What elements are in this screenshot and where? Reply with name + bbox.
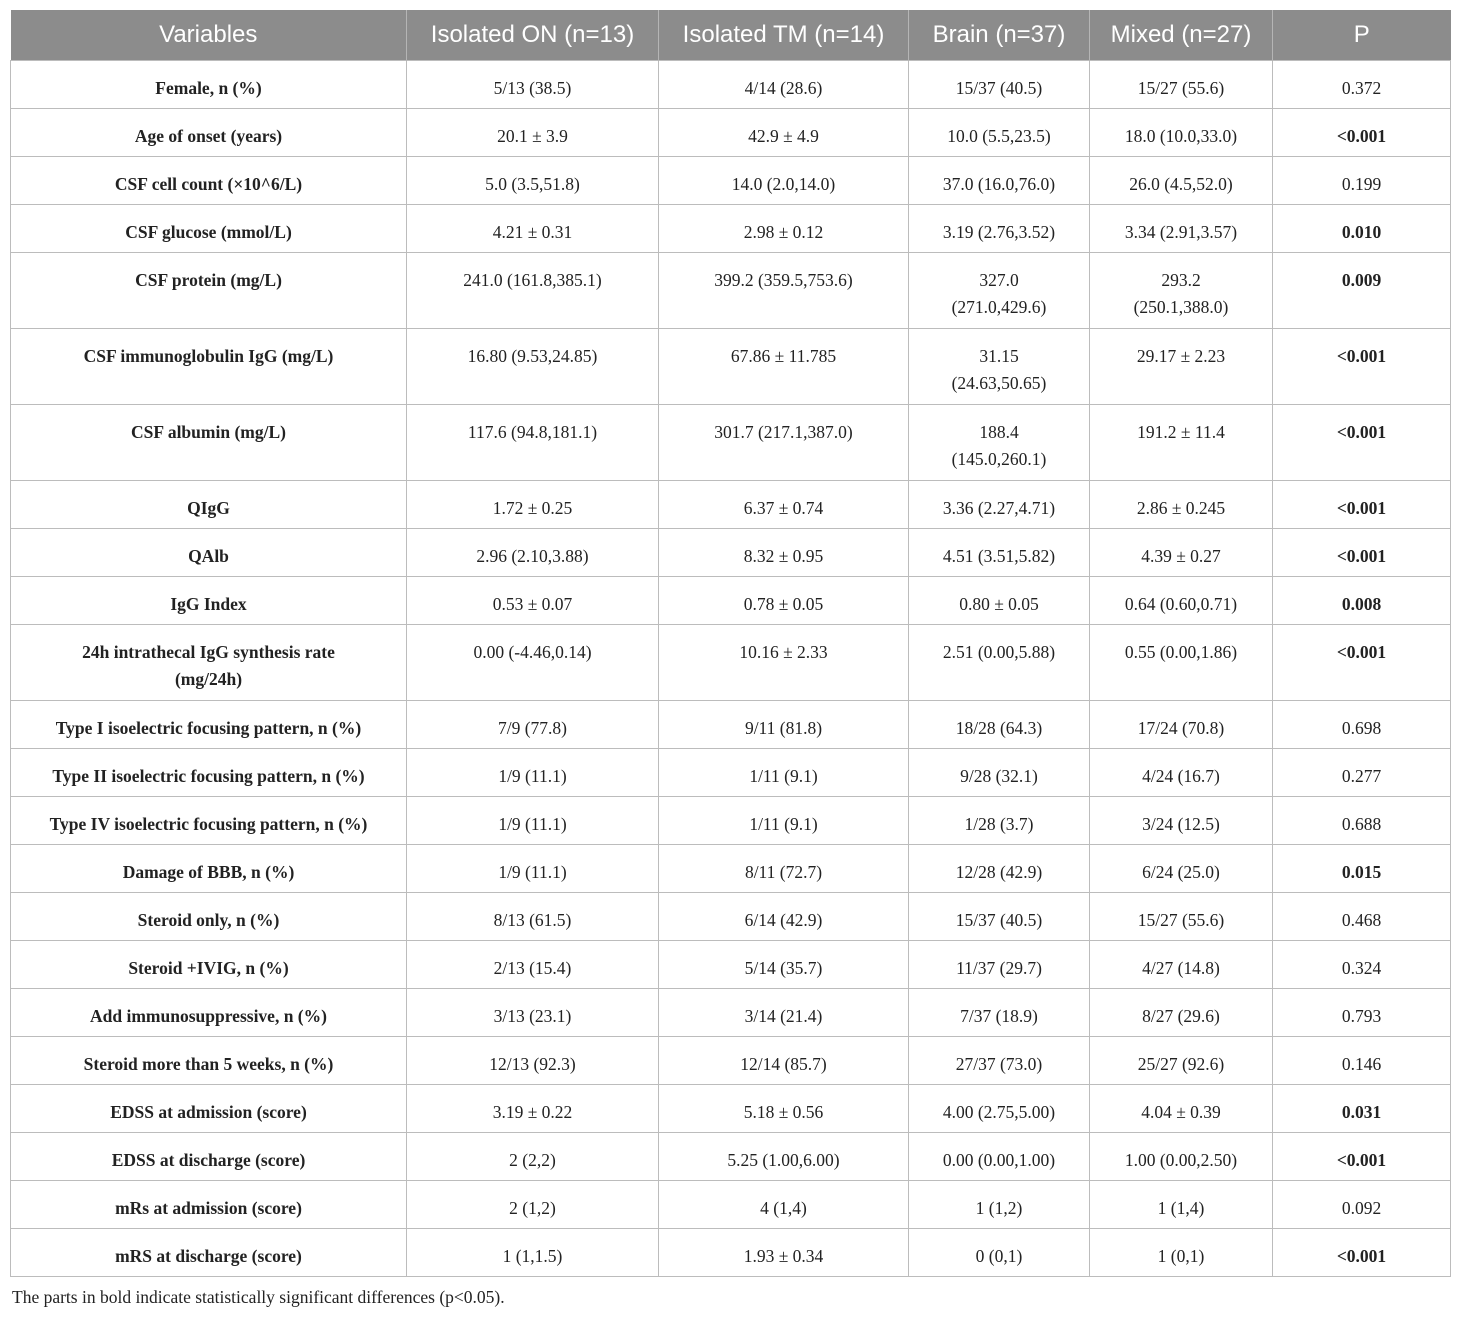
header-cell-isolated-tm: Isolated TM (n=14) — [659, 10, 909, 61]
cell-isolated-on: 5.0 (3.5,51.8) — [407, 157, 659, 205]
cell-brain: 11/37 (29.7) — [909, 941, 1090, 989]
cell-isolated-tm: 3/14 (21.4) — [659, 989, 909, 1037]
cell-variable: Damage of BBB, n (%) — [11, 845, 407, 893]
cell-isolated-on: 12/13 (92.3) — [407, 1037, 659, 1085]
table-row — [11, 625, 1451, 701]
cell-isolated-tm: 2.98 ± 0.12 — [659, 205, 909, 253]
cell-p-value: 0.372 — [1273, 61, 1451, 109]
cell-isolated-on: 16.80 (9.53,24.85) — [407, 329, 659, 405]
table-row — [11, 577, 1451, 625]
cell-variable: QAlb — [11, 529, 407, 577]
cell-p-value: 0.793 — [1273, 989, 1451, 1037]
cell-variable: mRS at discharge (score) — [11, 1229, 407, 1277]
cell-variable: 24h intrathecal IgG synthesis rate (mg/24h) — [11, 625, 407, 701]
cell-isolated-tm: 399.2 (359.5,753.6) — [659, 253, 909, 329]
footnote: The parts in bold indicate statistically significant differences (p<0.05). — [12, 1287, 505, 1307]
cell-variable: EDSS at admission (score) — [11, 1085, 407, 1133]
cell-isolated-tm: 1.93 ± 0.34 — [659, 1229, 909, 1277]
cell-mixed: 6/24 (25.0) — [1090, 845, 1273, 893]
header-cell-brain: Brain (n=37) — [909, 10, 1090, 61]
table-row — [11, 253, 1451, 329]
cell-isolated-on: 7/9 (77.8) — [407, 701, 659, 749]
cell-isolated-on: 0.00 (-4.46,0.14) — [407, 625, 659, 701]
cell-brain: 12/28 (42.9) — [909, 845, 1090, 893]
cell-isolated-on: 4.21 ± 0.31 — [407, 205, 659, 253]
cell-isolated-tm: 42.9 ± 4.9 — [659, 109, 909, 157]
cell-p-value: <0.001 — [1273, 625, 1451, 701]
cell-isolated-on: 1/9 (11.1) — [407, 845, 659, 893]
table-row — [11, 1085, 1451, 1133]
cell-brain: 9/28 (32.1) — [909, 749, 1090, 797]
table-row — [11, 1133, 1451, 1181]
cell-mixed: 4/24 (16.7) — [1090, 749, 1273, 797]
cell-isolated-tm: 14.0 (2.0,14.0) — [659, 157, 909, 205]
cell-isolated-on: 5/13 (38.5) — [407, 61, 659, 109]
cell-mixed: 3.34 (2.91,3.57) — [1090, 205, 1273, 253]
table-row — [11, 893, 1451, 941]
cell-isolated-on: 1/9 (11.1) — [407, 797, 659, 845]
cell-isolated-on: 20.1 ± 3.9 — [407, 109, 659, 157]
cell-variable: IgG Index — [11, 577, 407, 625]
cell-isolated-on: 2.96 (2.10,3.88) — [407, 529, 659, 577]
cell-isolated-tm: 0.78 ± 0.05 — [659, 577, 909, 625]
header-cell-mixed: Mixed (n=27) — [1090, 10, 1273, 61]
cell-mixed: 8/27 (29.6) — [1090, 989, 1273, 1037]
cell-isolated-on: 1 (1,1.5) — [407, 1229, 659, 1277]
cell-isolated-on: 2 (2,2) — [407, 1133, 659, 1181]
table-row — [11, 749, 1451, 797]
cell-mixed: 25/27 (92.6) — [1090, 1037, 1273, 1085]
table-row — [11, 529, 1451, 577]
cell-variable: Add immunosuppressive, n (%) — [11, 989, 407, 1037]
cell-brain: 37.0 (16.0,76.0) — [909, 157, 1090, 205]
cell-p-value: 0.010 — [1273, 205, 1451, 253]
cell-variable: Type II isoelectric focusing pattern, n (%) — [11, 749, 407, 797]
cell-p-value: 0.199 — [1273, 157, 1451, 205]
cell-isolated-tm: 5.18 ± 0.56 — [659, 1085, 909, 1133]
cell-p-value: 0.008 — [1273, 577, 1451, 625]
cell-variable: CSF albumin (mg/L) — [11, 405, 407, 481]
cell-isolated-tm: 67.86 ± 11.785 — [659, 329, 909, 405]
cell-isolated-on: 117.6 (94.8,181.1) — [407, 405, 659, 481]
cell-p-value: 0.009 — [1273, 253, 1451, 329]
header-cell-isolated-on: Isolated ON (n=13) — [407, 10, 659, 61]
cell-mixed: 3/24 (12.5) — [1090, 797, 1273, 845]
cell-variable: CSF cell count (×10^6/L) — [11, 157, 407, 205]
cell-brain: 3.19 (2.76,3.52) — [909, 205, 1090, 253]
cell-mixed: 1.00 (0.00,2.50) — [1090, 1133, 1273, 1181]
cell-p-value: <0.001 — [1273, 1229, 1451, 1277]
cell-isolated-on: 0.53 ± 0.07 — [407, 577, 659, 625]
table-body — [11, 61, 1451, 1277]
cell-isolated-tm: 10.16 ± 2.33 — [659, 625, 909, 701]
cell-mixed: 26.0 (4.5,52.0) — [1090, 157, 1273, 205]
cell-brain: 7/37 (18.9) — [909, 989, 1090, 1037]
cell-mixed: 1 (1,4) — [1090, 1181, 1273, 1229]
cell-isolated-tm: 8.32 ± 0.95 — [659, 529, 909, 577]
results-table — [10, 10, 1451, 1277]
cell-p-value: 0.031 — [1273, 1085, 1451, 1133]
cell-variable: Age of onset (years) — [11, 109, 407, 157]
table-row — [11, 989, 1451, 1037]
cell-isolated-tm: 12/14 (85.7) — [659, 1037, 909, 1085]
cell-isolated-tm: 8/11 (72.7) — [659, 845, 909, 893]
cell-brain: 3.36 (2.27,4.71) — [909, 481, 1090, 529]
cell-isolated-on: 241.0 (161.8,385.1) — [407, 253, 659, 329]
cell-mixed: 15/27 (55.6) — [1090, 61, 1273, 109]
cell-mixed: 2.86 ± 0.245 — [1090, 481, 1273, 529]
cell-isolated-tm: 4 (1,4) — [659, 1181, 909, 1229]
cell-isolated-tm: 1/11 (9.1) — [659, 797, 909, 845]
cell-brain: 4.00 (2.75,5.00) — [909, 1085, 1090, 1133]
table-row — [11, 61, 1451, 109]
table-row — [11, 109, 1451, 157]
cell-brain: 327.0 (271.0,429.6) — [909, 253, 1090, 329]
cell-p-value: 0.277 — [1273, 749, 1451, 797]
cell-p-value: 0.688 — [1273, 797, 1451, 845]
cell-variable: mRs at admission (score) — [11, 1181, 407, 1229]
cell-mixed: 4.04 ± 0.39 — [1090, 1085, 1273, 1133]
cell-variable: Type IV isoelectric focusing pattern, n (%) — [11, 797, 407, 845]
cell-variable: Steroid +IVIG, n (%) — [11, 941, 407, 989]
cell-isolated-on: 8/13 (61.5) — [407, 893, 659, 941]
cell-brain: 2.51 (0.00,5.88) — [909, 625, 1090, 701]
cell-mixed: 29.17 ± 2.23 — [1090, 329, 1273, 405]
table-row — [11, 701, 1451, 749]
table-container — [10, 10, 1450, 1308]
table-row — [11, 405, 1451, 481]
cell-variable: CSF glucose (mmol/L) — [11, 205, 407, 253]
cell-mixed: 293.2 (250.1,388.0) — [1090, 253, 1273, 329]
cell-p-value: <0.001 — [1273, 329, 1451, 405]
cell-isolated-tm: 4/14 (28.6) — [659, 61, 909, 109]
cell-mixed: 4/27 (14.8) — [1090, 941, 1273, 989]
cell-variable: Steroid only, n (%) — [11, 893, 407, 941]
table-row — [11, 329, 1451, 405]
cell-variable: Steroid more than 5 weeks, n (%) — [11, 1037, 407, 1085]
cell-variable: QIgG — [11, 481, 407, 529]
cell-brain: 0.00 (0.00,1.00) — [909, 1133, 1090, 1181]
cell-p-value: <0.001 — [1273, 109, 1451, 157]
cell-isolated-tm: 6.37 ± 0.74 — [659, 481, 909, 529]
cell-isolated-on: 3.19 ± 0.22 — [407, 1085, 659, 1133]
table-row — [11, 1037, 1451, 1085]
cell-variable: CSF immunoglobulin IgG (mg/L) — [11, 329, 407, 405]
cell-isolated-tm: 1/11 (9.1) — [659, 749, 909, 797]
cell-isolated-tm: 5.25 (1.00,6.00) — [659, 1133, 909, 1181]
cell-brain: 31.15 (24.63,50.65) — [909, 329, 1090, 405]
cell-p-value: 0.324 — [1273, 941, 1451, 989]
cell-brain: 15/37 (40.5) — [909, 61, 1090, 109]
cell-p-value: <0.001 — [1273, 529, 1451, 577]
cell-isolated-tm: 301.7 (217.1,387.0) — [659, 405, 909, 481]
table-row — [11, 481, 1451, 529]
cell-isolated-on: 2/13 (15.4) — [407, 941, 659, 989]
cell-brain: 15/37 (40.5) — [909, 893, 1090, 941]
cell-mixed: 0.64 (0.60,0.71) — [1090, 577, 1273, 625]
cell-p-value: 0.092 — [1273, 1181, 1451, 1229]
cell-mixed: 191.2 ± 11.4 — [1090, 405, 1273, 481]
table-row — [11, 797, 1451, 845]
cell-mixed: 18.0 (10.0,33.0) — [1090, 109, 1273, 157]
cell-brain: 0 (0,1) — [909, 1229, 1090, 1277]
table-row — [11, 1181, 1451, 1229]
cell-p-value: <0.001 — [1273, 405, 1451, 481]
cell-brain: 188.4 (145.0,260.1) — [909, 405, 1090, 481]
cell-isolated-tm: 5/14 (35.7) — [659, 941, 909, 989]
cell-isolated-on: 2 (1,2) — [407, 1181, 659, 1229]
cell-isolated-on: 3/13 (23.1) — [407, 989, 659, 1037]
cell-mixed: 1 (0,1) — [1090, 1229, 1273, 1277]
cell-variable: EDSS at discharge (score) — [11, 1133, 407, 1181]
cell-p-value: 0.015 — [1273, 845, 1451, 893]
cell-isolated-tm: 9/11 (81.8) — [659, 701, 909, 749]
cell-variable: Type I isoelectric focusing pattern, n (%) — [11, 701, 407, 749]
header-cell-p: P — [1273, 10, 1451, 61]
table-row — [11, 1229, 1451, 1277]
cell-variable: CSF protein (mg/L) — [11, 253, 407, 329]
cell-brain: 18/28 (64.3) — [909, 701, 1090, 749]
table-row — [11, 205, 1451, 253]
table-row — [11, 941, 1451, 989]
cell-isolated-on: 1.72 ± 0.25 — [407, 481, 659, 529]
cell-p-value: 0.468 — [1273, 893, 1451, 941]
cell-isolated-on: 1/9 (11.1) — [407, 749, 659, 797]
header-cell-variables: Variables — [11, 10, 407, 61]
cell-brain: 10.0 (5.5,23.5) — [909, 109, 1090, 157]
cell-mixed: 17/24 (70.8) — [1090, 701, 1273, 749]
cell-p-value: <0.001 — [1273, 1133, 1451, 1181]
cell-isolated-tm: 6/14 (42.9) — [659, 893, 909, 941]
cell-variable: Female, n (%) — [11, 61, 407, 109]
cell-brain: 27/37 (73.0) — [909, 1037, 1090, 1085]
cell-p-value: 0.146 — [1273, 1037, 1451, 1085]
header-row — [11, 10, 1451, 61]
cell-mixed: 0.55 (0.00,1.86) — [1090, 625, 1273, 701]
cell-mixed: 15/27 (55.6) — [1090, 893, 1273, 941]
cell-brain: 1 (1,2) — [909, 1181, 1090, 1229]
cell-brain: 1/28 (3.7) — [909, 797, 1090, 845]
cell-brain: 0.80 ± 0.05 — [909, 577, 1090, 625]
cell-mixed: 4.39 ± 0.27 — [1090, 529, 1273, 577]
table-row — [11, 845, 1451, 893]
cell-p-value: <0.001 — [1273, 481, 1451, 529]
table-row — [11, 157, 1451, 205]
cell-p-value: 0.698 — [1273, 701, 1451, 749]
cell-brain: 4.51 (3.51,5.82) — [909, 529, 1090, 577]
